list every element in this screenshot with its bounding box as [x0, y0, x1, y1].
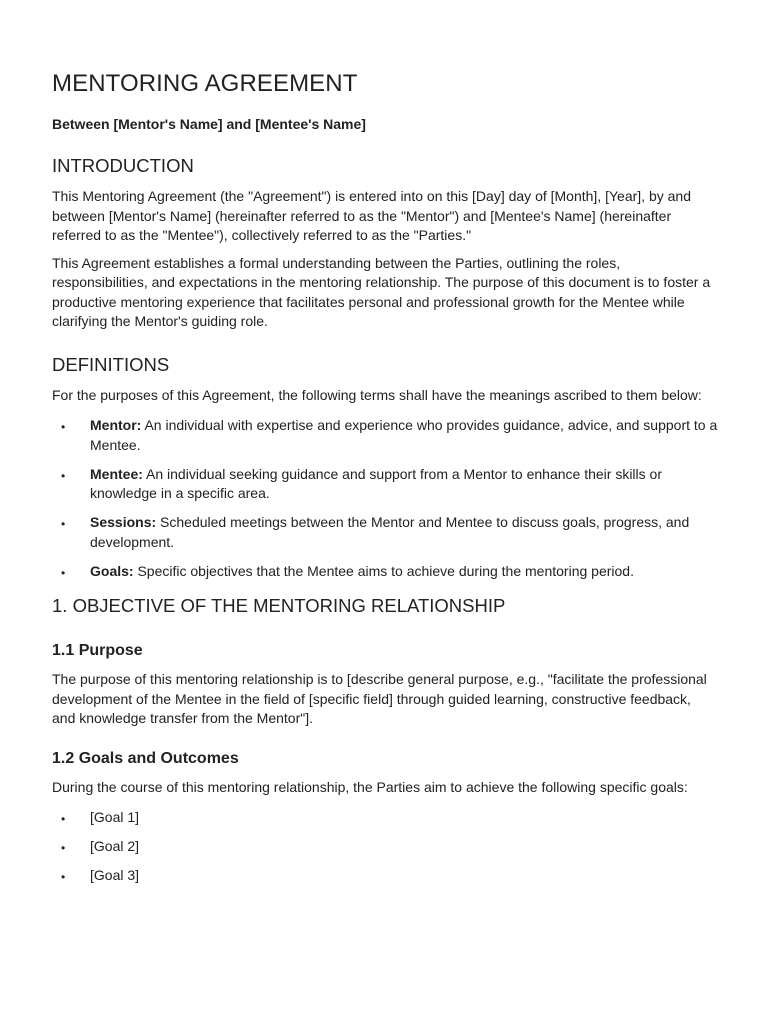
goals-list: [52, 808, 718, 886]
bullet-icon: •: [61, 420, 66, 434]
purpose-heading: 1.1 Purpose: [52, 642, 143, 659]
document-title: MENTORING AGREEMENT: [52, 70, 358, 97]
list-item: [52, 866, 718, 886]
definitions-heading: DEFINITIONS: [52, 353, 170, 375]
goal-text: [Goal 1]: [90, 809, 140, 825]
definitions-intro: For the purposes of this Agreement, the following terms shall have the meanings ascribed to them below:: [52, 386, 702, 403]
list-item: [52, 416, 718, 455]
bullet-icon: •: [61, 565, 66, 580]
objective-section: [52, 595, 718, 886]
introduction-paragraph-1: This Mentoring Agreement (the "Agreement") is entered into on this [Day] day of [Month], [Year], by and between [Mentor's Name] (hereinafter referred to as the "Mentor") and [Mentee's Name] (hereinafter referred to as the "Mentee"), collectively referred to as the "Parties.": [52, 188, 691, 243]
document-subtitle: Between [Mentor's Name] and [Mentee's Name]: [52, 116, 366, 132]
definition-text: An individual seeking guidance and support from a Mentor to enhance their skills or knowledge in a specific area.: [90, 465, 662, 501]
definitions-list: [52, 416, 718, 581]
list-item: [52, 837, 718, 857]
list-item: [52, 513, 718, 552]
bullet-icon: •: [61, 841, 66, 855]
definition-term: Mentee:: [90, 465, 143, 482]
goals-heading: 1.2 Goals and Outcomes: [52, 749, 239, 767]
objective-heading: 1. OBJECTIVE OF THE MENTORING RELATIONSHIP: [52, 595, 506, 616]
bullet-icon: •: [61, 468, 66, 483]
bullet-icon: •: [61, 517, 66, 531]
introduction-paragraph-2: This Agreement establishes a formal understanding between the Parties, outlining the roles, responsibilities, and expectations in the mentoring relationship. The purpose of this document is to foster a productive mentoring experience that facilitates personal and professional growth for the Mentee while clarifying the Mentor's guiding role.: [52, 254, 711, 329]
goal-text: [Goal 3]: [90, 867, 140, 883]
goals-text: During the course of this mentoring relationship, the Parties aim to achieve the following specific goals:: [52, 778, 688, 795]
definition-text: Specific objectives that the Mentee aims to achieve during the mentoring period.: [133, 562, 634, 579]
definition-term: Mentor:: [90, 417, 142, 433]
list-item: [52, 562, 718, 582]
definition-term: Goals:: [90, 562, 134, 579]
purpose-text: The purpose of this mentoring relationship is to [describe general purpose, e.g., "facilitate the professional development of the Mentee in the field of [specific field] through guided learning, constructive feedback, and knowledge transfer from the Mentor"].: [52, 671, 707, 726]
introduction-heading: INTRODUCTION: [52, 155, 194, 176]
bullet-icon: •: [61, 812, 66, 826]
definition-text: Scheduled meetings between the Mentor and Mentee to discuss goals, progress, and development.: [90, 514, 690, 550]
list-item: [52, 808, 718, 828]
list-item: [52, 465, 718, 504]
definitions-section: [52, 354, 718, 582]
introduction-section: [52, 155, 718, 332]
definition-term: Sessions:: [90, 514, 157, 530]
definition-text: An individual with expertise and experience who provides guidance, advice, and support to a Mentee.: [90, 417, 718, 453]
bullet-icon: •: [61, 870, 66, 884]
goal-text: [Goal 2]: [90, 838, 140, 854]
